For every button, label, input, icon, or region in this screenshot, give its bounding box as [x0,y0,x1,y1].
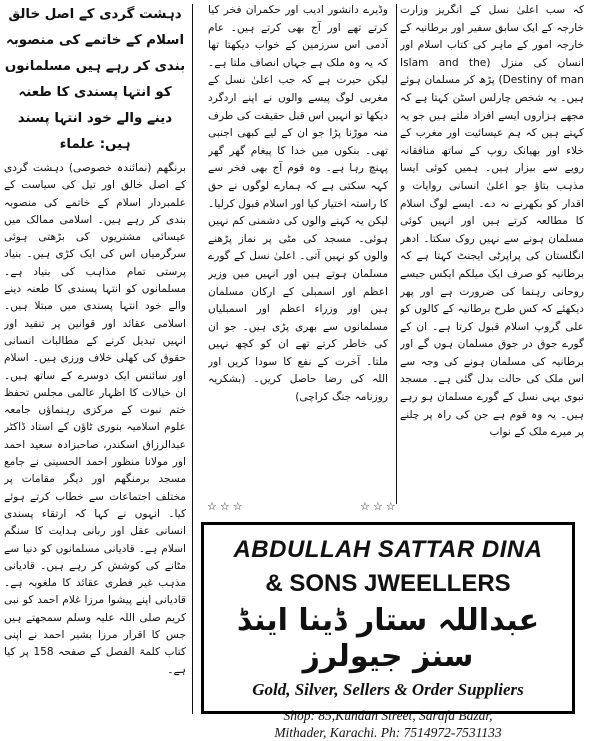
article-column-right [400,2,584,482]
article-middle-body: وڈیرے دانشور ادیب اور حکمران فخر کیا کرتے تھے اور آج بھی کرتے ہیں۔ عام آدمی اس سرزمین کے خواب دیکھتا تھا کہ یہ وہ ملک ہے جہاں انصاف ملتا ہے۔ لیکن حیرت ہے کہ جب اعلیٰ نسل کے مغربی لوگ پیسے والوں نے اپنے اردگرد دیکھا تو انہیں اس قبل حقیقت کی طرف منہ موڑنا پڑا جو ان کے لیے کبھی اجنبی تھی۔ بنکوں میں خدا کا پیغام گھر گھر پہنچ رہا ہے۔ وہ قوم آج بھی فخر سے کہہ سکتی ہے کہ ہمارے لوگوں نے حق کا راستہ اختیار کیا اور اسلام قبول کرلیا۔ لیکن یہ کہنے والوں کی دشمنی کم نہیں ہوئی۔ مسجد کی مٹی پر نماز پڑھنے والوں کو نہیں آتی۔ اعلیٰ نسل کے گورے مسلمان ہوتے ہیں اور انہیں میں وزیر اعظم اور اسمبلی کے ارکان مسلمان ہیں اور وزراء اعظم اور اسمبلیاں مسلمانوں سے بھری پڑی ہیں۔ جو ان کی خاطر کرتے تھے ان کو کچھ نہیں ملتا۔ آخرت کے نفع کا سودا کریں اور اللہ کی رضا حاصل کریں۔ (بشکریہ روزنامہ جنگ کراچی) [208,4,388,404]
article-column-middle [208,2,388,472]
article-left-body: برنگھم (نمائندہ خصوصی) دہشت گردی کے اصل خالق اور تیل کی سیاست کے علمبردار اسلام کے خاتمے کی منصوبہ بندی کر رہے ہیں۔ اسلامی ممالک میں عیسائی مشنریوں کی بڑھتی ہوئی سرگرمیاں اس کی ایک کڑی ہیں۔ بنیاد پرستی تمام مذاہب کی بنیاد ہے۔ مسلمانوں کو انتہا پسندی کا طعنہ دینے والے خود انتہا پسندی میں مبتلا ہیں۔ اسلامی عقائد اور قوانین پر تنقید اور انہیں تبدیل کرنے کے مطالبات انسانی حقوق کی کھلی خلاف ورزی ہیں۔ اسلام اور سائنس ایک دوسرے کے ساتھ ہیں۔ ان خیالات کا اظہار عالمی مجلس تحفظ ختم نبوت کے مرکزی رہنماؤں جامعہ علوم اسلامیہ بنوری ٹاؤن کے استاد ڈاکٹر عبدالرزاق اسکندر، صاحبزادہ سعید احمد اور مولانا منظور احمد الحسینی نے جامع مسجد برمنگھم اور دیگر مقامات پر مختلف اجتماعات سے خطاب کرتے ہوئے کیا۔ انہوں نے کہا کہ ارتقاء پسندی انسانی عقل اور ربانی ہدایت کا سنگم اسلام ہے۔ قادیانی مسلمانوں کو دنیا سے مٹانے کی کوشش کر رہے ہیں۔ قادیانی مذہب غیر فطری عقائد کا ملغوبہ ہے۔ قادیانی اپنے پیشوا مرزا غلام احمد کو نبی کریم صلی اللہ علیہ وسلم سمجھتے ہیں جس کا اقرار مرزا بشیر احمد نے اپنی کتاب کلمۃ الفصل کے صفحہ 158 پر کیا ہے۔ [4,162,186,676]
article-right-body: کہ سب اعلیٰ نسل کے انگریز وزارت خارجہ کے ایک سابق سفیر اور برطانیہ کے خارجہ امور کے ماہر کی کتاب اسلام اور انسان کی منزل (Islam and the Destiny of man) پڑھ کر مسلمان ہوئے ہیں۔ یہ شخص چارلس اسٹن کہتا ہے کہ مجھے ہزاروں ایسے افراد ملتے ہیں جو یہ کہتے ہیں کہ ہم عیسائیت اور مغرب کے خلاء اور بھیانک روپ کے ساتھ منافقانہ رویے سے بیزار ہیں۔ ہمیں کوئی ایسا مذہب بتاؤ جو اعلیٰ انسانی روایات و اقدار کو بکھرنے نہ دے۔ ایسے لوگ اسلام کا مطالعہ کرتے ہیں اور انہیں کوئی مسلمان ہونے سے نہیں روک سکتا۔ ادھر انگلستان کی پراپرٹی ایجنٹ کہتا ہے کہ برطانیہ کو صرف ایک میلکم ایکس جیسے روحانی رہنما کی ضرورت ہے اور پھر دیکھئے کہ کس طرح برطانیہ کے کالوں کو علی گروپ اسلام قبول کرتا ہے۔ ان کے گورے جوق در جوق مسلمان ہوں گے اور برطانیہ کی مسلمان ہونے کی وجہ سے اس ملک کی حالت بدل گئی ہے۔ مسجد نبوی یہی نسل کے گورے مسلمان ہو رہے ہیں۔ یہ وہ قوم ہے جن کی راہ پر چلنے پر میرے ملک کے نواب [400,4,584,439]
ad-business-name: ABDULLAH SATTAR DINA [233,536,543,563]
column-divider-right [396,4,397,504]
jeweller-advertisement [201,522,575,740]
ad-address [204,707,572,741]
section-separator-stars: ☆☆☆ [207,500,246,513]
column-divider-left [192,4,193,714]
article-column-left [4,2,186,717]
section-separator-stars: ☆☆☆ [360,500,399,513]
ad-business-name-continued: & SONS JWEELLERS [265,570,511,597]
article-left-headline: دہشت گردی کے اصل خالق اسلام کے خاتمے کی منصوبہ بندی کر رہے ہیں مسلمانوں کو انتہا پسندی کا طعنہ دینے والے خود انتہا پسند ہیں: علماء [4,7,186,152]
ad-business-name-urdu: عبداللہ ستار ڈینا اینڈ سنز جیولرز [236,603,540,674]
ad-address-line: Mithader, Karachi. Ph: 7514972-7531133 [274,725,502,740]
ad-address-line: Shop: 85,Kundan Street, Sarafa Bazar, [283,708,493,723]
ad-tagline: Gold, Silver, Sellers & Order Suppliers [252,680,524,699]
